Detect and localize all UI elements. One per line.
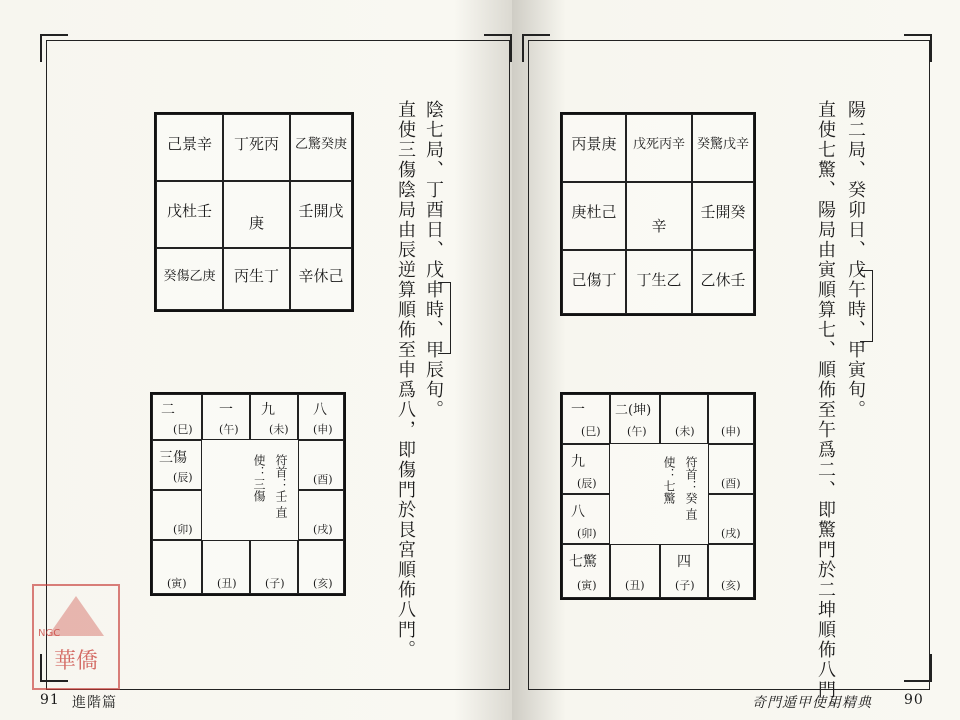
page-number: 91 xyxy=(40,692,60,708)
ring-cell: (亥) xyxy=(298,540,344,594)
bracket-arrow xyxy=(438,282,451,354)
ring-cell: (寅) xyxy=(152,540,202,594)
stamp-brand: NGC xyxy=(38,628,61,639)
ring-cell: (酉) xyxy=(708,444,754,494)
chart-cell: 乙休壬 xyxy=(692,250,754,314)
chart-cell: 丙生丁 xyxy=(223,248,290,310)
body-line-2: 直使三傷陰局由辰逆算順佈至申爲八，即傷門於艮宮順佈八門。 xyxy=(395,100,416,660)
ring-cell: 二 (巳) xyxy=(152,394,202,440)
ring-cell: (丑) xyxy=(610,544,660,598)
ring-cell: 九 (未) xyxy=(250,394,298,440)
section-title: 進階篇 xyxy=(72,695,117,711)
body-line-1: 陰七局、丁酉日、戊申時、甲辰旬。 xyxy=(423,100,444,420)
palace-ring-chart-2 xyxy=(560,392,756,600)
chart-cell: 戊死丙辛 xyxy=(626,114,692,182)
corner-ornament xyxy=(40,34,68,62)
chart-cell: 丙景庚 xyxy=(562,114,626,182)
right-page xyxy=(512,0,960,720)
ring-cell: (亥) xyxy=(708,544,754,598)
nine-palace-chart-1 xyxy=(154,112,354,312)
corner-ornament xyxy=(904,654,932,682)
palace-ring-chart-1 xyxy=(150,392,346,596)
chart-cell: 壬開癸 xyxy=(692,182,754,250)
ring-cell: 二(坤) (午) xyxy=(610,394,660,444)
nine-palace-chart-2 xyxy=(560,112,756,316)
ring-cell: 四 (子) xyxy=(660,544,708,598)
chart-cell: 庚杜己 xyxy=(562,182,626,250)
ring-cell: 八 (卯) xyxy=(562,494,610,544)
chart-cell: 丁死丙 xyxy=(223,114,290,181)
body-line-1: 陽二局、癸卯日、戊午時、甲寅旬。 xyxy=(845,100,866,420)
chart-cell: 庚 xyxy=(223,181,290,248)
ring-cell: 八 (申) xyxy=(298,394,344,440)
ring-cell: 一 (午) xyxy=(202,394,250,440)
page-number: 90 xyxy=(904,692,924,708)
ring-cell: (戌) xyxy=(298,490,344,540)
running-head: 奇門遁甲使用精典 xyxy=(752,695,872,711)
chart-cell: 己景辛 xyxy=(156,114,223,181)
publisher-stamp xyxy=(32,584,120,690)
body-line-2: 直使七驚、陽局由寅順算七、順佈至午爲二、即驚門於二坤順佈八門。 xyxy=(815,100,836,720)
ring-cell: (申) xyxy=(708,394,754,444)
ring-cell: (酉) xyxy=(298,440,344,490)
chart-cell: 辛休己 xyxy=(290,248,352,310)
ring-cell: (未) xyxy=(660,394,708,444)
chart-cell: 壬開戊 xyxy=(290,181,352,248)
ring-cell: 三傷 (辰) xyxy=(152,440,202,490)
chart-center-text: 符首：壬 直使：三傷 xyxy=(252,454,288,518)
chart-cell: 丁生乙 xyxy=(626,250,692,314)
chart-cell: 乙驚癸庚 xyxy=(290,114,352,181)
ring-cell: (戌) xyxy=(708,494,754,544)
stamp-mark: 華僑 xyxy=(53,649,98,674)
corner-ornament xyxy=(484,34,512,62)
corner-ornament xyxy=(522,34,550,62)
ring-cell: 九 (辰) xyxy=(562,444,610,494)
ring-cell: (子) xyxy=(250,540,298,594)
ring-cell: (丑) xyxy=(202,540,250,594)
bracket-arrow xyxy=(860,270,873,342)
chart-cell: 辛 xyxy=(626,182,692,250)
chart-cell: 戊杜壬 xyxy=(156,181,223,248)
chart-cell: 己傷丁 xyxy=(562,250,626,314)
chart-cell: 癸驚戊辛 xyxy=(692,114,754,182)
ring-cell: 一 (巳) xyxy=(562,394,610,444)
corner-ornament xyxy=(904,34,932,62)
chart-center-text: 符首：癸 直使：七驚 xyxy=(662,456,698,520)
ring-cell: 七驚 (寅) xyxy=(562,544,610,598)
chart-cell: 癸傷乙庚 xyxy=(156,248,223,310)
ring-cell: (卯) xyxy=(152,490,202,540)
